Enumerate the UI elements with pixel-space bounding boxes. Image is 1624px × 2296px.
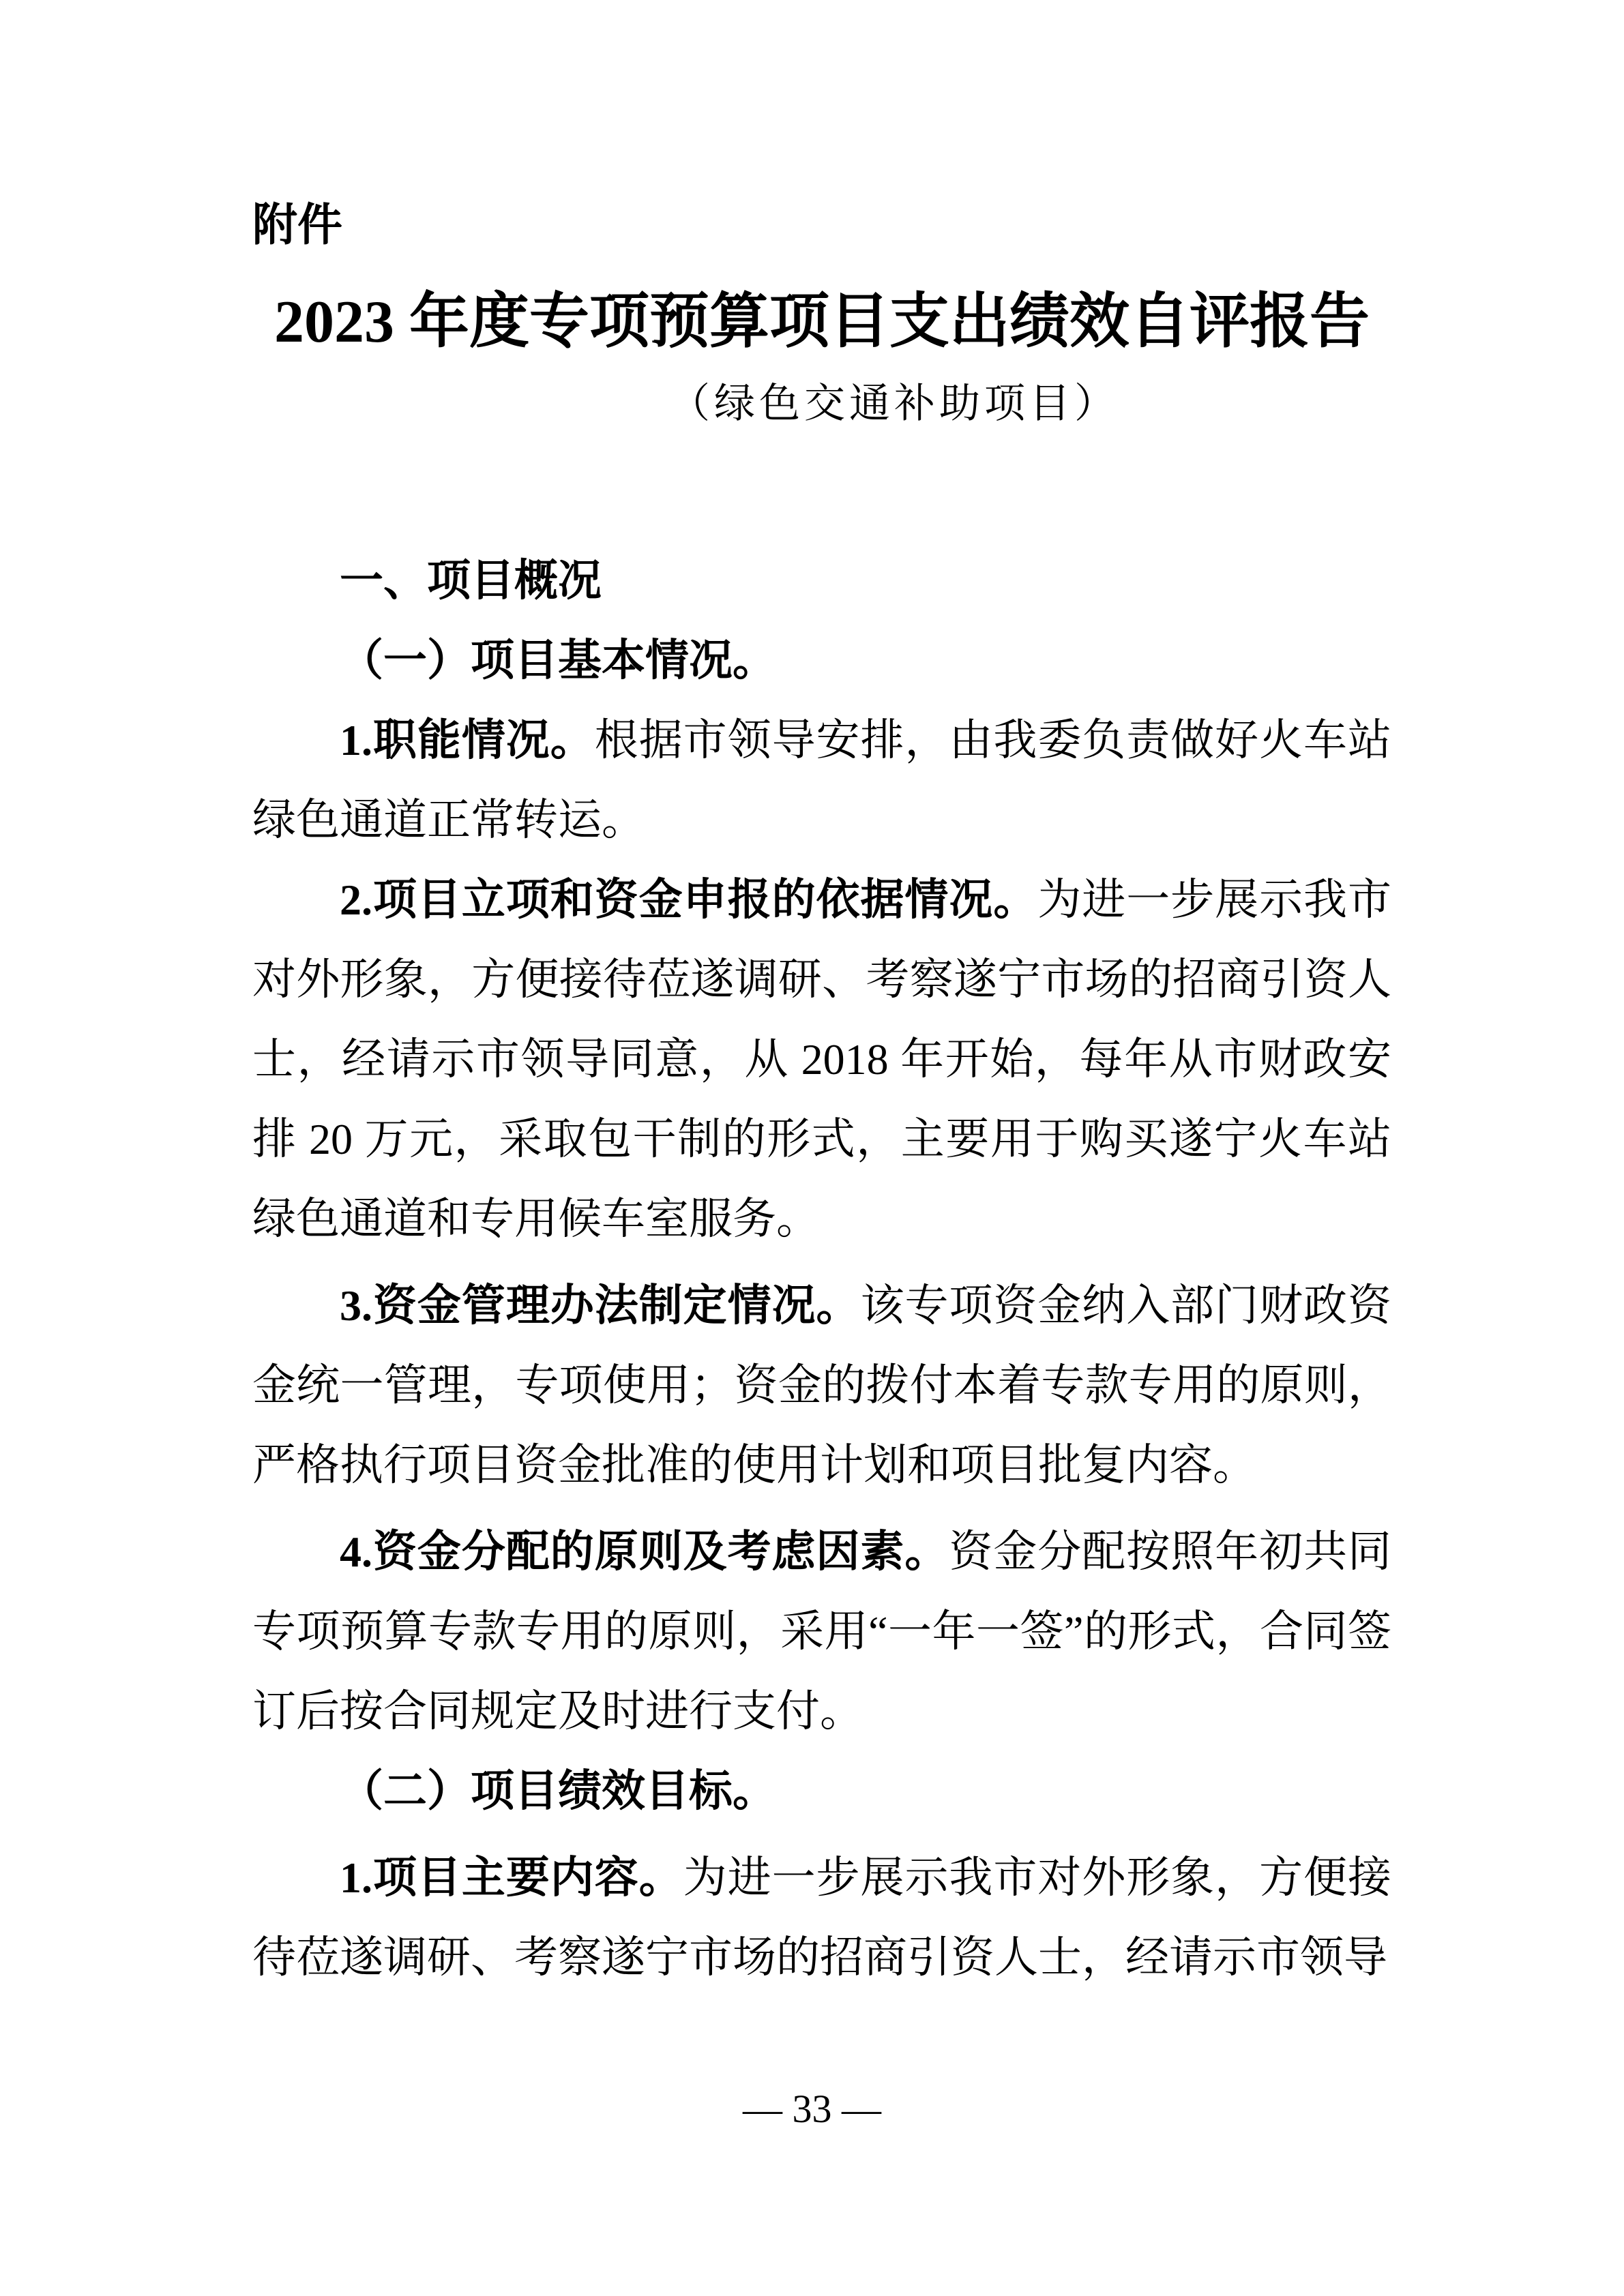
paragraph-lead-project-approval-basis: 2.项目立项和资金申报的依据情况。 xyxy=(340,876,1038,925)
paragraph-body-function-status: 根据市领导安排，由我委负责做好火车站绿色通道正常转运。 xyxy=(252,716,1392,845)
paragraph-fund-allocation-principles xyxy=(252,1512,1391,1751)
section-heading-project-overview: 一、项目概况 xyxy=(340,556,602,606)
page-number: — 33 — xyxy=(743,2087,881,2131)
paragraph-project-approval-basis xyxy=(252,860,1391,1259)
paragraph-lead-fund-allocation-principles: 4.资金分配的原则及考虑因素。 xyxy=(340,1527,949,1577)
subsection-heading-basic-info: （一）项目基本情况。 xyxy=(340,636,776,685)
paragraph-lead-function-status: 1.职能情况。 xyxy=(340,716,595,765)
attachment-label: 附件 xyxy=(252,199,342,250)
paragraph-body-project-approval-basis: 为进一步展示我市对外形象，方便接待莅遂调研、考察遂宁市场的招商引资人士，经请示市领导同意，从 2018 年开始，每年从市财政安排 20 万元，采取包干制的形式，主要用于购买遂宁火车站绿色通道和专用候车室服务。 xyxy=(252,876,1392,1244)
paragraph-fund-management-measures xyxy=(252,1266,1391,1505)
paragraph-lead-project-main-content: 1.项目主要内容。 xyxy=(340,1853,683,1903)
document-title: 2023 年度专项预算项目支出绩效自评报告 xyxy=(274,289,1370,356)
paragraph-project-main-content xyxy=(252,1838,1391,1997)
paragraph-body-fund-allocation-principles: 资金分配按照年初共同专项预算专款专用的原则，采用“一年一签”的形式，合同签订后按合同规定及时进行支付。 xyxy=(252,1527,1391,1736)
paragraph-body-project-main-content: 为进一步展示我市对外形象，方便接待莅遂调研、考察遂宁市场的招商引资人士，经请示市领导 xyxy=(252,1853,1392,1982)
document-subtitle: （绿色交通补助项目） xyxy=(669,381,1119,427)
subsection-heading-performance-goals: （二）项目绩效目标。 xyxy=(340,1767,776,1816)
paragraph-function-status xyxy=(252,700,1391,860)
paragraph-lead-fund-management-measures: 3.资金管理办法制定情况。 xyxy=(340,1281,861,1330)
paragraph-body-fund-management-measures: 该专项资金纳入部门财政资金统一管理，专项使用；资金的拨付本着专款专用的原则，严格执行项目资金批准的使用计划和项目批复内容。 xyxy=(252,1281,1392,1490)
document-content xyxy=(252,0,1391,1997)
